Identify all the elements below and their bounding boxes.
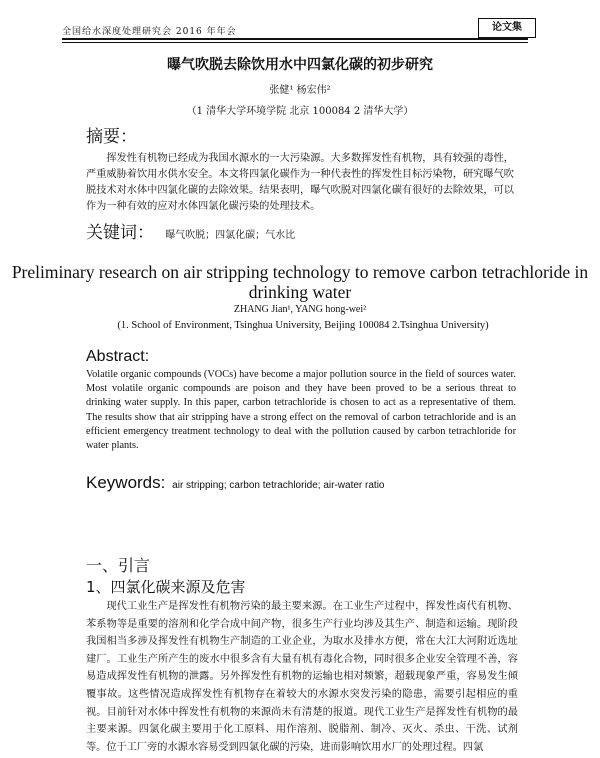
cn-title: 曝气吹脱去除饮用水中四氯化碳的初步研究 [167,57,433,73]
cn-authors: 张健¹ 杨宏伟² [269,85,331,96]
en-keywords-heading: Keywords: [86,473,166,492]
cn-abstract: 挥发性有机物已经成为我国水源水的一大污染源。大多数挥发性有机物，具有较强的毒性，严重威胁着饮用水供水安全。本文将四氯化碳作为一种代表性的挥发性目标污染物，研究曝气吹脱技术对水体中四氯化碳的去除效果。结果表明，曝气吹脱对四氯化碳有很好的去除效果，可以作为一种有效的应对水体四氯化碳污染的处理技术。 [86,153,514,212]
en-abstract-heading: Abstract: [86,348,150,365]
en-abstract: Volatile organic compounds (VOCs) have become a major pollution source in the field of sources water. Most volatile organic compounds are poison and they have been proved to be a serious threat to drinking water supply. In this paper, carbon tetrachloride is chosen to act as a representative of them. The results show that air stripping have a strong effect on the removal of carbon tetrachloride and is an efficient emergency treatment technology to deal with the pollution caused by carbon tetrachloride for water plants. [86,369,516,452]
section-heading-introduction: 一、引言 [86,556,151,575]
cn-affiliation: （1 清华大学环境学院 北京 100084 2 清华大学） [186,106,414,117]
running-header [62,22,532,44]
body-paragraph: 现代工业生产是挥发性有机物污染的最主要来源。在工业生产过程中，挥发性卤代有机物、苯系物等是重要的溶剂和化学合成中间产物，很多生产行业均涉及其生产、制造和运输。现阶段我国相当多涉及挥发性有机物生产制造的工业企业，为取水及排水方便，常在大江大河附近选址建厂。工业生产所产生的废水中很多含有大量有机有毒化合物，同时很多企业安全管理不善，容易造成挥发性有机物的泄露。另外挥发性有机物的运输也相对频繁，超载现象严重，容易发生倾覆事故。这些情况造成挥发性有机物存在着较大的水源水突发污染的隐患，需要引起相应的重视。目前针对水体中挥发性有机物的来源尚未有清楚的报道。现代工业生产是挥发性有机物的最主要来源。四氯化碳主要用于化工原料、用作溶剂、脱脂剂、制冷、灭火、杀虫、干洗、试剂等。位于工厂旁的水源水容易受到四氯化碳的污染，进而影响饮用水厂的处理过程。四氯 [86,601,518,753]
en-keywords [86,473,384,493]
cn-keywords-list: 曝气吹脱；四氯化碳；气水比 [165,230,296,241]
en-keywords-list: air stripping; carbon tetrachloride; air-water ratio [172,480,385,491]
en-title: Preliminary research on air stripping technology to remove carbon tetrachloride in drinking water [11,262,589,302]
en-affiliation: (1. School of Environment, Tsinghua University, Beijing 100084 2.Tsinghua University) [117,320,489,331]
section-tag: 论文集 [478,18,536,38]
header-rule [62,38,528,40]
header-rule-thin [62,42,528,43]
cn-keywords-heading: 关键词： [86,223,154,243]
en-authors: ZHANG Jian¹, YANG hong-wei² [233,304,367,315]
journal-header: 全国给水深度处理研究会 2016 年年会 [62,27,237,37]
cn-abstract-heading: 摘要： [86,127,137,147]
cn-keywords [86,218,295,243]
subsection-heading: 1、四氯化碳来源及危害 [86,578,246,596]
